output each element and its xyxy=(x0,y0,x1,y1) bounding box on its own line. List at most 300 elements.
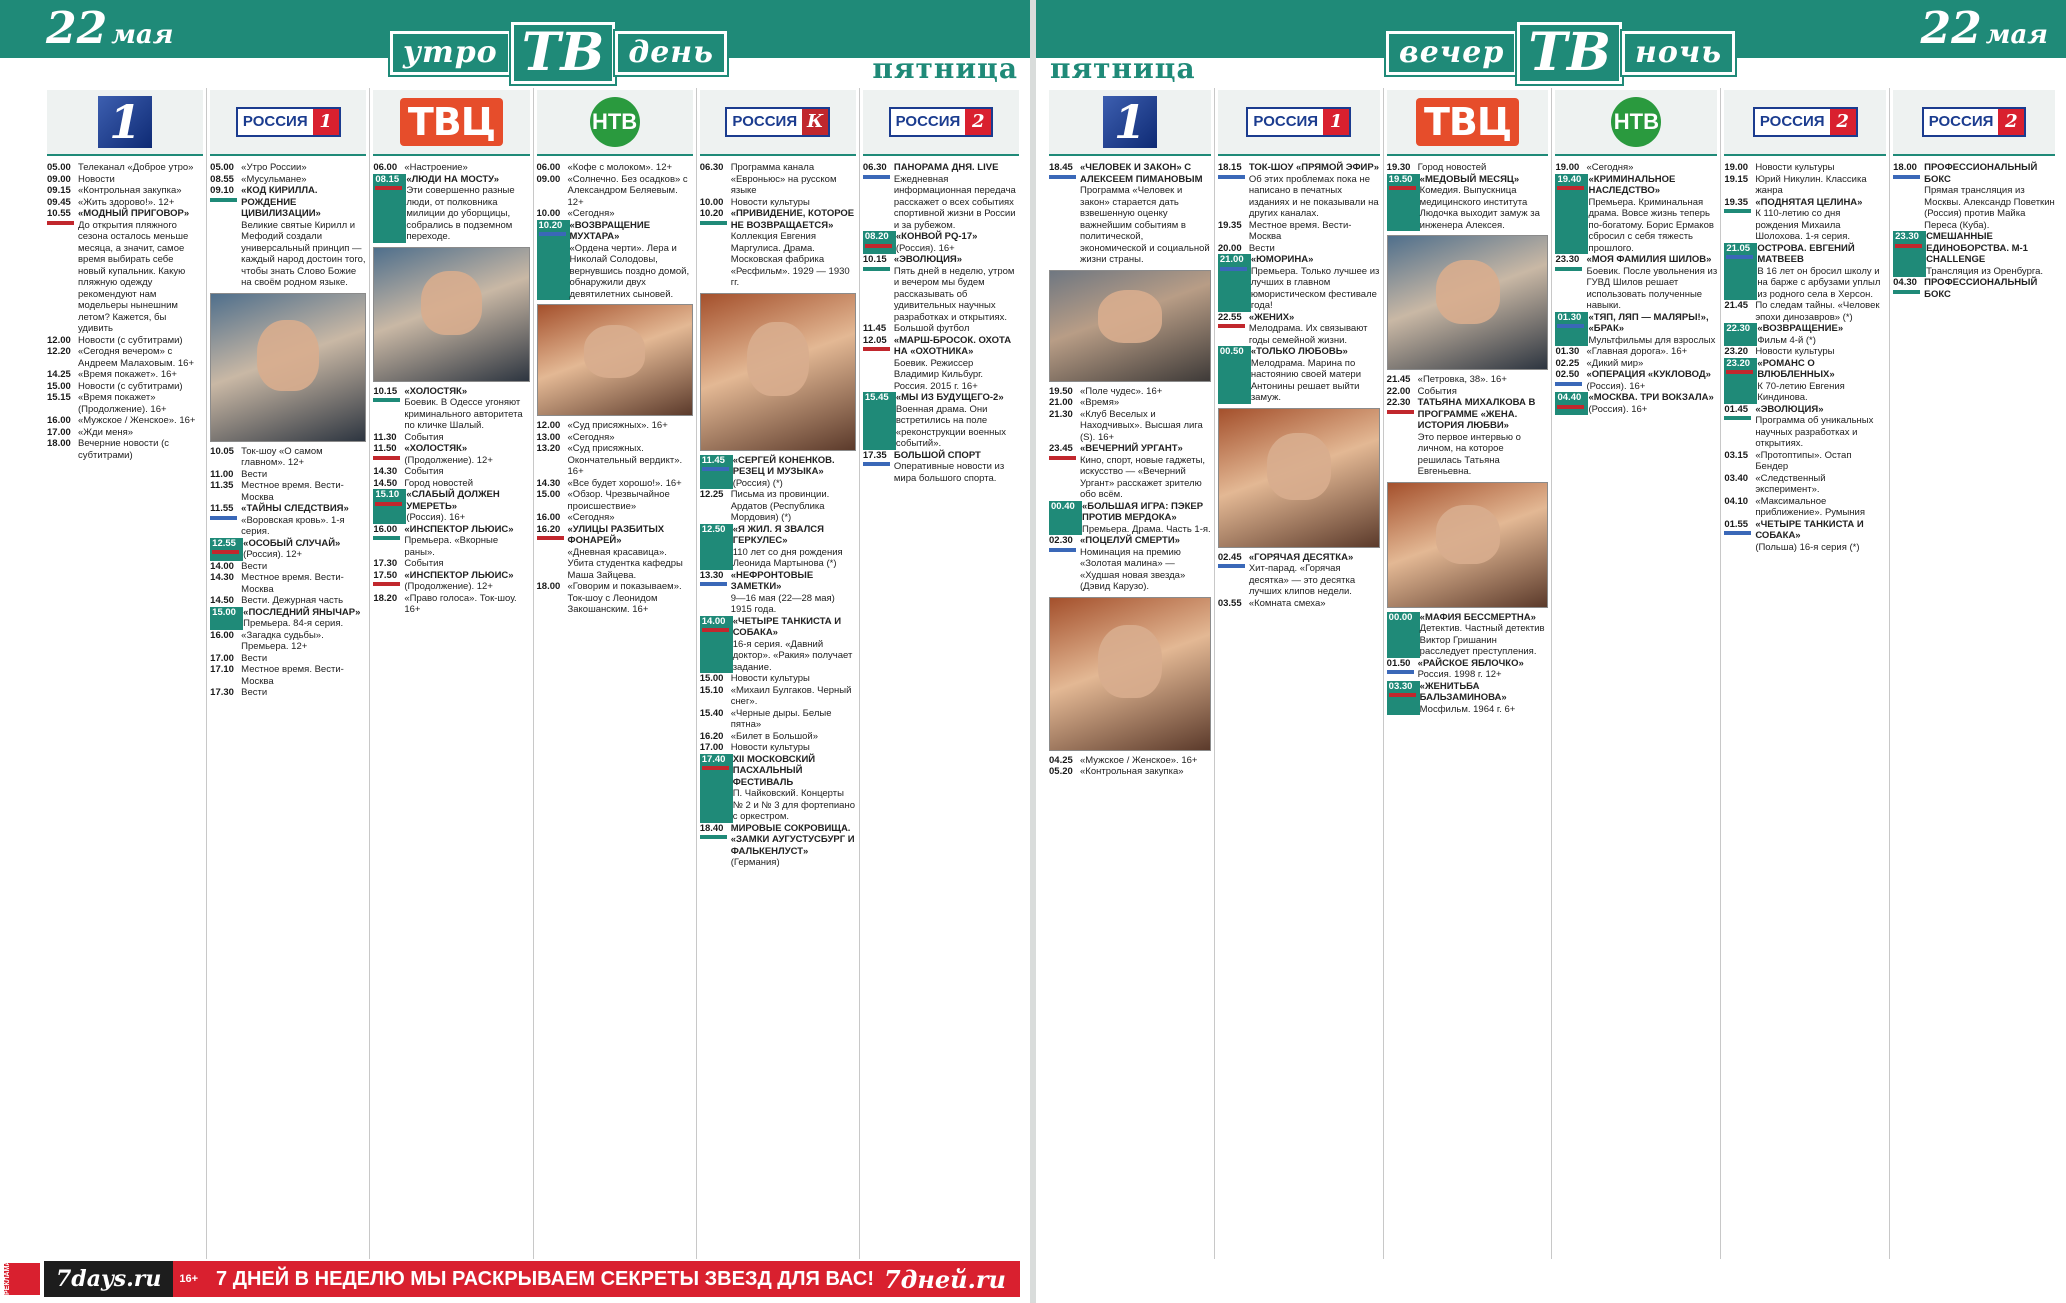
program-text: По следам тайны. «Человек эпохи динозавров» (*) xyxy=(1755,300,1880,323)
program-row[interactable] xyxy=(373,432,529,444)
program-row[interactable] xyxy=(1555,174,1717,255)
program-row[interactable] xyxy=(700,197,856,209)
channel-one-logo: 1 xyxy=(98,96,152,148)
program-title: «МОДНЫЙ ПРИГОВОР» xyxy=(78,208,190,219)
program-row[interactable] xyxy=(47,415,203,427)
left-section-part1: утро xyxy=(390,31,511,75)
program-row[interactable] xyxy=(210,538,366,561)
program-row[interactable] xyxy=(373,478,529,490)
program-time: 18.20 xyxy=(373,592,398,604)
program-row[interactable] xyxy=(700,208,856,289)
genre-badge xyxy=(1218,175,1245,179)
left-page xyxy=(0,0,1030,1303)
program-text: «Михаил Булгаков. Черный снег». xyxy=(730,684,852,707)
program-details xyxy=(241,561,366,573)
program-details xyxy=(241,595,366,607)
program-details xyxy=(404,524,529,559)
program-row[interactable] xyxy=(47,162,203,174)
program-details xyxy=(1755,174,1886,197)
program-details xyxy=(406,174,529,243)
program-row[interactable] xyxy=(1049,443,1211,501)
photo-face xyxy=(257,320,319,391)
program-row[interactable] xyxy=(47,392,203,415)
program-row[interactable] xyxy=(210,561,366,573)
program-text: (Продолжение). 12+ xyxy=(404,454,493,466)
program-row[interactable] xyxy=(47,438,203,461)
program-row[interactable] xyxy=(373,466,529,478)
program-title: БОЛЬШОЙ СПОРТ xyxy=(893,449,981,461)
program-text: Вести xyxy=(241,687,268,698)
program-row[interactable] xyxy=(210,607,366,630)
channel-logo-number: 1 xyxy=(1323,109,1349,135)
program-time: 22.55 xyxy=(1218,312,1249,347)
program-row[interactable] xyxy=(537,443,693,478)
program-row[interactable] xyxy=(47,197,203,209)
genre-badge xyxy=(702,536,729,540)
program-row[interactable] xyxy=(1049,386,1211,398)
program-time: 10.00 xyxy=(699,196,724,208)
program-text: Программа канала «Евроньюс» на русском языке xyxy=(730,162,837,196)
program-details xyxy=(1080,443,1211,501)
program-details xyxy=(404,570,529,593)
left-channel-column xyxy=(44,88,206,1259)
program-row[interactable] xyxy=(700,685,856,708)
program-text: Новости культуры xyxy=(730,196,810,208)
program-row[interactable] xyxy=(537,524,693,582)
program-text: (Россия). 16+ xyxy=(1588,403,1648,415)
program-photo xyxy=(1387,482,1549,608)
program-row[interactable] xyxy=(537,478,693,490)
program-row[interactable] xyxy=(700,455,856,490)
program-row[interactable] xyxy=(1724,358,1886,404)
channel-logo xyxy=(210,90,366,156)
program-row[interactable] xyxy=(47,208,203,335)
program-row[interactable] xyxy=(1387,374,1549,386)
program-row[interactable] xyxy=(210,174,366,186)
program-row[interactable] xyxy=(700,731,856,743)
program-row[interactable] xyxy=(1387,658,1549,681)
program-row[interactable] xyxy=(210,446,366,469)
program-text: «Жди меня» xyxy=(78,426,134,438)
program-text: «Суд присяжных». 16+ xyxy=(567,420,668,431)
program-time: 16.00 xyxy=(373,524,404,559)
right-date-number: 22 xyxy=(1920,3,1982,54)
program-row[interactable] xyxy=(373,174,529,243)
program-details xyxy=(404,386,529,432)
program-title: «ЧЕЛОВЕК И ЗАКОН» С АЛЕКСЕЕМ ПИМАНОВЫМ xyxy=(1080,162,1203,185)
program-row[interactable] xyxy=(1049,755,1211,767)
program-time: 19.35 xyxy=(1724,197,1755,243)
program-details xyxy=(731,673,856,685)
program-row[interactable] xyxy=(1724,174,1886,197)
program-row[interactable] xyxy=(373,386,529,432)
program-row[interactable] xyxy=(700,754,856,823)
program-details xyxy=(894,335,1019,393)
program-time: 17.40 xyxy=(700,754,733,823)
program-text: «Главная дорога». 16+ xyxy=(1586,346,1688,357)
program-title: «ОПЕРАЦИЯ «КУКЛОВОД» xyxy=(1586,369,1711,380)
program-row[interactable] xyxy=(47,346,203,369)
program-row[interactable] xyxy=(373,443,529,466)
program-time: 03.30 xyxy=(1387,681,1420,716)
left-section-tv: ТВ xyxy=(511,22,616,84)
program-row[interactable] xyxy=(863,162,1019,231)
program-row[interactable] xyxy=(863,231,1019,254)
program-time: 09.00 xyxy=(536,173,561,185)
program-details xyxy=(731,489,856,524)
program-row[interactable] xyxy=(700,673,856,685)
program-details xyxy=(894,254,1019,323)
program-details xyxy=(404,558,529,570)
program-text: Эти совершенно разные люди, от полковника милиции до уборщицы, собрались в подземном переходе. xyxy=(406,185,515,242)
program-row[interactable] xyxy=(1555,346,1717,358)
program-time: 10.15 xyxy=(863,254,894,323)
program-row[interactable] xyxy=(1724,473,1886,496)
genre-badge xyxy=(1726,336,1753,340)
program-text: В 16 лет он бросил школу и на барже с арбузами уплыл из родного села в Херсон. xyxy=(1757,265,1881,300)
program-text: «Время покажет» (Продолжение). 16+ xyxy=(78,392,167,415)
program-text: Номинация на премию «Золотая малина» — «Худшая новая звезда» (Дэвид Карузо). xyxy=(1080,546,1186,592)
program-text: События xyxy=(404,466,444,477)
program-details xyxy=(568,478,693,490)
program-row[interactable] xyxy=(1724,300,1886,323)
program-time: 19.00 xyxy=(1555,162,1580,173)
program-time: 10.00 xyxy=(536,208,561,219)
program-row[interactable] xyxy=(537,581,693,616)
program-row[interactable] xyxy=(47,369,203,381)
program-title: «ЖЕНИТЬБА БАЛЬЗАМИНОВА» xyxy=(1419,680,1507,703)
channel-logo-word: РОССИЯ xyxy=(1755,109,1830,135)
program-details xyxy=(568,512,693,524)
genre-badge xyxy=(863,175,890,179)
genre-badge xyxy=(702,628,729,632)
program-row[interactable] xyxy=(1724,450,1886,473)
program-row[interactable] xyxy=(537,512,693,524)
program-details xyxy=(1757,243,1886,301)
photo-face xyxy=(1436,505,1500,565)
program-time: 12.05 xyxy=(863,335,894,393)
program-title: «МОЯ ФАМИЛИЯ ШИЛОВ» xyxy=(1586,254,1712,265)
program-row[interactable] xyxy=(1724,243,1886,301)
program-details xyxy=(733,754,856,823)
program-photo xyxy=(373,247,529,382)
program-row[interactable] xyxy=(1218,552,1380,598)
program-title: «ВЕЧЕРНИЙ УРГАНТ» xyxy=(1080,443,1183,454)
program-row[interactable] xyxy=(700,708,856,731)
program-text: «Следственный эксперимент». xyxy=(1755,472,1826,495)
program-details xyxy=(1420,681,1549,716)
program-text: Город новостей xyxy=(1417,162,1487,173)
program-text: (Польша) 16-я серия (*) xyxy=(1755,541,1860,553)
program-details xyxy=(1080,386,1211,398)
program-row[interactable] xyxy=(210,630,366,653)
channel-logo-number: 1 xyxy=(313,109,339,135)
program-row[interactable] xyxy=(1555,254,1717,312)
program-details xyxy=(78,438,203,461)
program-text: Великие святые Кирилл и Мефодий создали универсальный принцип — каждый народ достоин того, чтобы знать Слово Божие на своём родном языке. xyxy=(241,219,366,288)
program-title: «ГОРЯЧАЯ ДЕСЯТКА» xyxy=(1248,551,1354,563)
genre-badge xyxy=(1893,290,1920,294)
program-title: СМЕШАННЫЕ ЕДИНОБОРСТВА. M-1 CHALLENGE xyxy=(1926,231,2028,265)
program-row[interactable] xyxy=(537,220,693,301)
program-row[interactable] xyxy=(1218,162,1380,220)
photo-face xyxy=(584,325,646,378)
program-title: «ВОЗВРАЩЕНИЕ» xyxy=(1757,323,1844,334)
program-title: «УЛИЦЫ РАЗБИТЫХ ФОНАРЕЙ» xyxy=(567,523,665,546)
program-time: 02.50 xyxy=(1555,369,1586,392)
program-title: ТОК-ШОУ «ПРЯМОЙ ЭФИР» xyxy=(1248,162,1379,173)
program-row[interactable] xyxy=(700,162,856,197)
program-time: 11.50 xyxy=(373,443,404,466)
program-text: Детектив. Частный детектив Виктор Гришанин расследует преступления. xyxy=(1419,623,1545,657)
program-row[interactable] xyxy=(700,524,856,570)
program-details xyxy=(404,466,529,478)
genre-badge xyxy=(1724,209,1751,213)
program-details xyxy=(404,478,529,490)
footer-banner[interactable] xyxy=(44,1261,1020,1297)
program-text: «Черные дыры. Белые пятна» xyxy=(730,707,832,730)
program-text: Мосфильм. 1964 г. 6+ xyxy=(1419,703,1516,715)
program-row[interactable] xyxy=(47,335,203,347)
program-details xyxy=(1755,162,1886,174)
program-text: «Кофе с молоком». 12+ xyxy=(567,162,673,173)
program-row[interactable] xyxy=(1893,162,2055,231)
program-title: «ЭВОЛЮЦИЯ» xyxy=(1755,403,1824,415)
program-row[interactable] xyxy=(373,489,529,524)
program-row[interactable] xyxy=(1387,612,1549,658)
program-text: «Время» xyxy=(1080,397,1120,408)
program-row[interactable] xyxy=(373,570,529,593)
program-details xyxy=(568,420,693,432)
program-time: 04.25 xyxy=(1049,754,1073,766)
program-time: 10.55 xyxy=(47,208,78,335)
program-text: К 110-летию со дня рождения Михаила Шолохова. 1-я серия. xyxy=(1755,208,1850,242)
program-row[interactable] xyxy=(1049,766,1211,778)
program-row[interactable] xyxy=(1218,254,1380,312)
program-details xyxy=(78,427,203,439)
program-row[interactable] xyxy=(1555,312,1717,347)
channel-ntv-logo: НТВ xyxy=(590,97,640,147)
program-row[interactable] xyxy=(210,664,366,687)
program-row[interactable] xyxy=(47,427,203,439)
program-text: Пять дней в неделю, утром и вечером мы будем рассказывать об удивительных научных разработках и открытиях. xyxy=(893,265,1015,323)
genre-badge xyxy=(210,516,237,520)
program-text: Вести xyxy=(1248,242,1275,254)
program-row[interactable] xyxy=(1387,397,1549,478)
program-row[interactable] xyxy=(1555,392,1717,415)
program-text: Боевик. Режиссер Владимир Кильбург. Россия. 2015 г. 16+ xyxy=(893,357,984,392)
program-row[interactable] xyxy=(1218,312,1380,347)
program-text: «Поле чудес». 16+ xyxy=(1080,385,1163,397)
program-row[interactable] xyxy=(1049,409,1211,444)
program-row[interactable] xyxy=(1724,404,1886,450)
genre-badge xyxy=(1049,175,1076,179)
program-row[interactable] xyxy=(1049,162,1211,266)
program-row[interactable] xyxy=(700,823,856,869)
program-time: 23.45 xyxy=(1049,443,1080,501)
right-channel-column xyxy=(1046,88,1214,1259)
program-row[interactable] xyxy=(210,162,366,174)
program-row[interactable] xyxy=(1387,174,1549,232)
program-details xyxy=(241,185,366,289)
program-row[interactable] xyxy=(863,392,1019,450)
program-details xyxy=(1755,450,1886,473)
right-day-name: пятница xyxy=(1050,52,1196,85)
program-time: 10.15 xyxy=(373,386,404,432)
program-row[interactable] xyxy=(1724,162,1886,174)
program-row[interactable] xyxy=(373,558,529,570)
program-row[interactable] xyxy=(1049,535,1211,593)
program-row[interactable] xyxy=(537,420,693,432)
program-row[interactable] xyxy=(47,174,203,186)
program-row[interactable] xyxy=(1218,598,1380,610)
program-text: «Сегодня» xyxy=(1586,162,1634,173)
program-title: «СЛАБЫЙ ДОЛЖЕН УМЕРЕТЬ» xyxy=(406,489,500,512)
program-row[interactable] xyxy=(1387,681,1549,716)
program-time: 08.20 xyxy=(863,231,896,254)
program-row[interactable] xyxy=(537,162,693,174)
program-time: 08.55 xyxy=(210,173,234,185)
program-text: (Продолжение). 12+ xyxy=(404,581,493,592)
program-text: «Сегодня» xyxy=(567,431,615,443)
program-details xyxy=(1418,374,1549,386)
program-row[interactable] xyxy=(700,616,856,674)
program-title: «ЧЕТЫРЕ ТАНКИСТА И СОБАКА» xyxy=(732,615,842,638)
program-title: «МЫ ИЗ БУДУЩЕГО-2» xyxy=(895,392,1004,403)
program-details xyxy=(1249,598,1380,610)
program-row[interactable] xyxy=(1218,220,1380,243)
program-row[interactable] xyxy=(210,185,366,289)
program-row[interactable] xyxy=(373,162,529,174)
genre-badge xyxy=(1220,359,1247,363)
program-time: 09.00 xyxy=(47,173,71,185)
genre-badge xyxy=(702,467,729,471)
program-row[interactable] xyxy=(700,742,856,754)
program-text: Телеканал «Доброе утро» xyxy=(78,162,194,173)
program-details xyxy=(78,174,203,186)
program-row[interactable] xyxy=(1893,277,2055,300)
program-time: 01.45 xyxy=(1724,404,1755,450)
program-row[interactable] xyxy=(210,595,366,607)
program-row[interactable] xyxy=(373,524,529,559)
program-text: «Суд присяжных. Окончательный вердикт». 16+ xyxy=(567,443,683,477)
program-row[interactable] xyxy=(1893,231,2055,277)
program-time: 19.50 xyxy=(1049,385,1073,397)
program-time: 15.00 xyxy=(210,607,243,630)
program-row[interactable] xyxy=(1555,369,1717,392)
program-title: «ХОЛОСТЯК» xyxy=(404,443,468,454)
program-text: Об этих проблемах пока не написано в печатных изданиях и не показывали на других каналах. xyxy=(1248,173,1379,219)
program-row[interactable] xyxy=(210,653,366,665)
program-text: «Говорим и показываем». Ток-шоу с Леонидом Закошанским. 16+ xyxy=(567,581,682,615)
program-row[interactable] xyxy=(1387,162,1549,174)
left-date xyxy=(46,4,174,60)
program-title: «ЮМОРИНА» xyxy=(1250,254,1314,265)
left-channel-column xyxy=(533,88,696,1259)
program-row[interactable] xyxy=(210,503,366,538)
program-row[interactable] xyxy=(1724,346,1886,358)
program-details xyxy=(1251,346,1380,404)
genre-badge xyxy=(1557,405,1584,409)
program-row[interactable] xyxy=(1555,358,1717,370)
program-row[interactable] xyxy=(210,687,366,699)
program-row[interactable] xyxy=(1724,197,1886,243)
program-row[interactable] xyxy=(537,489,693,512)
genre-badge xyxy=(373,536,400,540)
program-time: 18.15 xyxy=(1218,162,1249,220)
program-text: «Сегодня» xyxy=(567,208,615,219)
program-row[interactable] xyxy=(1387,386,1549,398)
program-row[interactable] xyxy=(47,185,203,197)
channel-logo-word: РОССИЯ xyxy=(891,109,966,135)
program-row[interactable] xyxy=(863,323,1019,335)
program-row[interactable] xyxy=(1724,323,1886,346)
program-row[interactable] xyxy=(1218,346,1380,404)
program-text: Вести xyxy=(241,652,268,664)
program-row[interactable] xyxy=(1049,501,1211,536)
program-row[interactable] xyxy=(537,432,693,444)
program-row[interactable] xyxy=(537,174,693,209)
program-text: «Дневная красавица». Убита студентка кафедры Маша Зайцева. xyxy=(567,546,683,581)
program-title: «ПРИВИДЕНИЕ, КОТОРОЕ НЕ ВОЗВРАЩАЕТСЯ» xyxy=(730,208,855,231)
channel-logo-word: РОССИЯ xyxy=(238,109,313,135)
program-row[interactable] xyxy=(1724,496,1886,519)
program-time: 09.15 xyxy=(47,185,71,196)
program-text: Юрий Никулин. Классика жанра xyxy=(1755,173,1867,196)
program-time: 09.45 xyxy=(47,196,71,208)
program-text: Новости (с субтитрами) xyxy=(78,334,183,346)
program-row[interactable] xyxy=(863,335,1019,393)
program-row[interactable] xyxy=(863,254,1019,323)
program-details xyxy=(243,607,366,630)
program-details xyxy=(733,524,856,570)
photo-face xyxy=(421,271,483,335)
program-row[interactable] xyxy=(373,593,529,616)
program-row[interactable] xyxy=(700,489,856,524)
program-text: «Настроение» xyxy=(404,162,468,173)
program-time: 21.45 xyxy=(1724,300,1749,311)
program-row[interactable] xyxy=(863,450,1019,485)
program-details xyxy=(241,664,366,687)
program-text: Оперативные новости из мира большого спорта. xyxy=(893,461,1005,484)
program-details xyxy=(243,538,366,561)
program-row[interactable] xyxy=(1555,162,1717,174)
program-title: ОСТРОВА. ЕВГЕНИЙ МАТВЕЕВ xyxy=(1757,242,1855,265)
program-title: «ЖЕНИХ» xyxy=(1248,311,1295,323)
program-row[interactable] xyxy=(210,469,366,481)
footer-brand-secondary[interactable]: 7дней.ru xyxy=(883,1264,1006,1294)
program-row[interactable] xyxy=(1049,397,1211,409)
program-time: 14.30 xyxy=(373,466,398,477)
program-row[interactable] xyxy=(1724,519,1886,554)
genre-badge xyxy=(1387,410,1414,414)
program-photo xyxy=(1049,597,1211,751)
program-time: 15.10 xyxy=(373,489,406,524)
program-details xyxy=(404,593,529,616)
program-row[interactable] xyxy=(210,480,366,503)
channel-russia-logo xyxy=(889,107,994,137)
program-title: «ТАЙНЫ СЛЕДСТВИЯ» xyxy=(241,503,349,514)
program-row[interactable] xyxy=(47,381,203,393)
program-row[interactable] xyxy=(1218,243,1380,255)
footer-brand[interactable]: 7days.ru xyxy=(44,1261,173,1297)
program-title: «РОМАНС О ВЛЮБЛЕННЫХ» xyxy=(1757,357,1835,380)
program-row[interactable] xyxy=(210,572,366,595)
program-row[interactable] xyxy=(537,208,693,220)
program-text: Мелодрама. Марина по настоянию своей матери Антонины решает выйти замуж. xyxy=(1250,357,1362,403)
photo-face xyxy=(1098,625,1162,698)
program-row[interactable] xyxy=(700,570,856,616)
